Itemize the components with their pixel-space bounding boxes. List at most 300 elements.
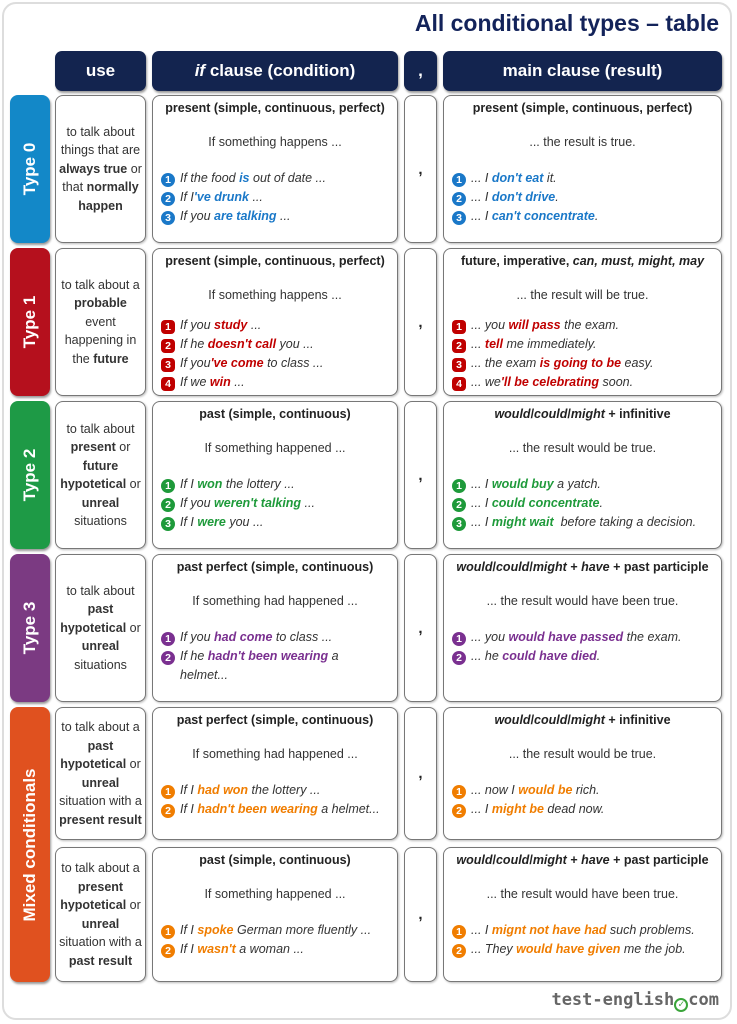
main-clause-tense-header [444, 101, 721, 115]
main-clause-examples [444, 475, 721, 532]
test-english-logo [551, 990, 719, 1012]
text-segment: / [492, 853, 496, 867]
example-line [161, 207, 397, 226]
if-clause-examples [153, 169, 397, 226]
if-clause-tense-header [153, 101, 397, 115]
text-segment: situations [74, 639, 127, 672]
number-3-icon: 3 [452, 517, 466, 531]
row-label-mixed-conditionals [10, 707, 50, 982]
text-segment: ... the exam [471, 356, 540, 370]
example-line [452, 169, 721, 188]
text-segment: me immediately. [502, 337, 597, 351]
main-clause-examples [444, 316, 721, 392]
text-segment: If you [180, 496, 215, 510]
example-line [161, 373, 397, 392]
text-segment: past (simple, continuous) [199, 407, 351, 421]
text-segment: present hypotetical [60, 879, 127, 912]
if-clause-tense-header [153, 560, 397, 574]
text-segment: you ... [276, 337, 314, 351]
number-2-icon: 2 [161, 804, 175, 818]
text-segment: situation with a [59, 775, 146, 808]
if-clause-formula: If something had happened ... [192, 747, 358, 761]
text-segment: If he [180, 649, 208, 663]
number-2-icon: 2 [161, 651, 175, 665]
main-clause-cell [443, 248, 722, 396]
number-2-icon: 2 [452, 339, 466, 353]
text-segment: out of date ... [249, 171, 326, 185]
text-segment: rich. [572, 783, 600, 797]
text-segment: / [529, 560, 533, 574]
text-segment: to talk about a [61, 861, 144, 875]
use-cell [55, 401, 146, 549]
text-segment: are talking [214, 209, 277, 223]
header-use: use [55, 51, 146, 91]
main-clause-examples [444, 169, 721, 226]
main-clause-cell [443, 847, 722, 982]
main-clause-examples [444, 628, 721, 666]
number-1-icon: 1 [452, 925, 466, 939]
number-1-icon: 1 [452, 479, 466, 493]
text-segment: might [532, 853, 567, 867]
text-segment: me the job. [620, 942, 686, 956]
example-line [161, 666, 397, 685]
text-segment: / [529, 853, 533, 867]
text-segment: / [567, 407, 571, 421]
text-segment: might [570, 713, 605, 727]
if-clause-examples [153, 316, 397, 392]
text-segment: event happening in the [64, 296, 140, 366]
header-if-word: if [194, 61, 206, 80]
text-segment: If the food [180, 171, 240, 185]
text-segment: mignt not have had [491, 923, 607, 937]
comma-cell: , [404, 707, 437, 840]
header-comma: , [404, 51, 437, 91]
text-segment: were [197, 515, 226, 529]
example-line [452, 921, 721, 940]
number-3-icon: 3 [161, 358, 175, 372]
text-segment: a yatch. [553, 477, 601, 491]
main-clause-formula: ... the result will be true. [516, 288, 649, 302]
if-clause-formula: If something happens ... [208, 135, 342, 149]
text-segment: If I [180, 923, 198, 937]
text-segment: soon. [599, 375, 634, 389]
example-line [452, 781, 721, 800]
text-segment: study [214, 318, 248, 332]
text-segment: ... you [471, 630, 509, 644]
comma-cell: , [404, 95, 437, 243]
number-2-icon: 2 [161, 498, 175, 512]
header-if-rest: clause (condition) [205, 61, 356, 80]
text-segment: could [495, 853, 530, 867]
text-segment: to talk about things that are [60, 124, 144, 158]
text-segment: / [567, 713, 571, 727]
text-segment: would [494, 407, 531, 421]
main-clause-examples [444, 781, 721, 819]
example-line [161, 628, 397, 647]
row-label-type-2 [10, 401, 50, 549]
text-segment: or [126, 757, 145, 771]
text-segment: easy. [621, 356, 654, 370]
main-clause-tense-header [444, 407, 721, 421]
use-text [59, 859, 146, 970]
text-segment: If you [180, 630, 215, 644]
main-clause-formula: ... the result is true. [529, 135, 636, 149]
text-segment: win [209, 375, 231, 389]
text-segment: hadn't been wearing [197, 802, 318, 816]
text-segment: could [495, 560, 530, 574]
text-segment: ... I [471, 209, 492, 223]
text-segment: to class ... [263, 356, 324, 370]
example-line [161, 800, 397, 819]
row-label-text: Type 1 [20, 295, 39, 349]
main-clause-cell [443, 401, 722, 549]
text-segment: will pass [508, 318, 561, 332]
text-segment: present [70, 440, 116, 454]
text-segment: + infinitive [604, 407, 671, 421]
if-clause-formula: If something had happened ... [192, 594, 358, 608]
row-label-text: Type 3 [20, 601, 39, 655]
header-main-clause: main clause (result) [443, 51, 722, 91]
example-line [161, 354, 397, 373]
text-segment: If I [180, 942, 198, 956]
text-segment: such problems. [606, 923, 695, 937]
text-segment: might [532, 560, 567, 574]
text-segment: / [530, 713, 535, 727]
if-clause-formula: If something happens ... [208, 288, 342, 302]
text-segment: past result [68, 953, 133, 968]
text-segment: dead now. [543, 802, 605, 816]
text-segment: / [492, 560, 496, 574]
text-segment: If he [180, 337, 208, 351]
example-line [161, 188, 397, 207]
row-label-text: Mixed conditionals [20, 767, 39, 922]
number-1-icon: 1 [452, 632, 466, 646]
text-segment: had come [214, 630, 273, 644]
logo-text-com: com [688, 990, 719, 1010]
text-segment: doesn't call [207, 337, 277, 351]
use-text [59, 276, 142, 369]
text-segment: spoke [197, 923, 234, 937]
use-text [59, 123, 146, 216]
logo-text: test-english [551, 990, 675, 1010]
if-clause-cell [152, 248, 398, 396]
text-segment: If you [180, 209, 215, 223]
text-segment: German more fluently ... [233, 923, 372, 937]
page-title: All conditional types – table [414, 10, 719, 36]
text-segment: ... [276, 209, 291, 223]
text-segment: would [456, 560, 493, 574]
main-clause-formula: ... the result would have been true. [486, 887, 679, 901]
text-segment: + [566, 560, 582, 574]
text-segment: can, must, might, may [572, 254, 705, 268]
number-1-icon: 1 [161, 320, 175, 334]
text-segment: If I [180, 477, 198, 491]
text-segment: situation with a [59, 916, 146, 949]
text-segment: ... [247, 318, 262, 332]
example-line [161, 475, 397, 494]
if-clause-cell [152, 707, 398, 840]
text-segment: a [328, 649, 339, 663]
if-clause-tense-header [153, 853, 397, 867]
main-clause-formula: ... the result would be true. [508, 747, 657, 761]
text-segment: normally happen [78, 180, 143, 213]
example-line [452, 373, 721, 392]
example-line [161, 169, 397, 188]
main-clause-tense-header [444, 853, 721, 867]
row-label-text: Type 0 [20, 142, 39, 196]
text-segment: could [534, 407, 568, 421]
example-line [452, 354, 721, 373]
text-segment: ... we [471, 375, 501, 389]
example-line [452, 188, 721, 207]
text-segment: past (simple, continuous) [199, 853, 351, 867]
example-line [452, 316, 721, 335]
text-segment: If you [180, 356, 211, 370]
text-segment: won [197, 477, 223, 491]
example-line [452, 513, 721, 532]
if-clause-formula: If something happened ... [204, 441, 346, 455]
example-line [452, 207, 721, 226]
if-clause-examples [153, 921, 397, 959]
row-label-type-0 [10, 95, 50, 243]
text-segment: past hypotetical [60, 738, 127, 771]
if-clause-examples [153, 475, 397, 532]
if-clause-cell [152, 554, 398, 702]
if-clause-tense-header [153, 254, 397, 268]
text-segment: to talk about a [61, 277, 144, 292]
header-if-clause [152, 51, 398, 91]
example-line [161, 494, 397, 513]
text-segment: or [126, 477, 145, 491]
text-segment: or [126, 898, 145, 912]
main-clause-tense-header [444, 254, 721, 268]
number-4-icon: 4 [452, 377, 466, 391]
text-segment: 've come [210, 356, 264, 370]
text-segment: might [570, 407, 605, 421]
example-line [452, 940, 721, 959]
text-segment: before taking a decision. [553, 515, 697, 529]
text-segment: present result [59, 812, 142, 827]
text-segment: present (simple, continuous, perfect) [472, 101, 693, 115]
text-segment: probable [74, 296, 127, 311]
text-segment: the lottery ... [248, 783, 321, 797]
text-segment: have [581, 853, 610, 867]
comma-cell: , [404, 401, 437, 549]
text-segment: would [494, 713, 531, 727]
text-segment: unreal [81, 775, 120, 790]
example-line [161, 647, 397, 666]
main-clause-formula: ... the result would be true. [508, 441, 657, 455]
number-3-icon: 3 [452, 211, 466, 225]
example-line [161, 513, 397, 532]
text-segment: tell [484, 337, 503, 351]
text-segment: could [534, 713, 568, 727]
text-segment: ... you [471, 318, 509, 332]
text-segment: would be [518, 783, 573, 797]
comma-cell: , [404, 847, 437, 982]
text-segment: could have died [502, 649, 597, 663]
number-2-icon: 2 [452, 944, 466, 958]
text-segment: ... I [471, 802, 492, 816]
text-segment: true [103, 161, 128, 176]
text-segment: ... I [471, 477, 492, 491]
text-segment: a helmet... [317, 802, 380, 816]
text-segment: can't concentrate [491, 209, 595, 223]
row-label-text: Type 2 [20, 448, 39, 502]
text-segment: to talk about a [61, 720, 144, 734]
text-segment: is [239, 171, 250, 185]
text-segment: + [566, 853, 582, 867]
number-4-icon: 4 [161, 377, 175, 391]
text-segment: the lottery ... [222, 477, 295, 491]
text-segment: would have passed [508, 630, 624, 644]
number-1-icon: 1 [161, 925, 175, 939]
text-segment: hypotetical [60, 477, 127, 491]
use-cell [55, 95, 146, 243]
text-segment: . [594, 209, 599, 223]
text-segment: future [93, 351, 129, 366]
text-segment: ... [230, 375, 245, 389]
text-segment: ... I [471, 515, 492, 529]
number-1-icon: 1 [161, 479, 175, 493]
text-segment: might be [491, 802, 544, 816]
main-clause-tense-header [444, 713, 721, 727]
number-3-icon: 3 [161, 517, 175, 531]
use-cell [55, 554, 146, 702]
text-segment: might wait [491, 515, 554, 529]
text-segment: past hypotetical [60, 602, 127, 635]
number-2-icon: 2 [161, 339, 175, 353]
use-cell [55, 248, 146, 396]
number-2-icon: 2 [161, 192, 175, 206]
text-segment: If I [180, 783, 198, 797]
text-segment: . [555, 190, 559, 204]
text-segment: future, imperative, [460, 254, 573, 268]
row-label-type-1 [10, 248, 50, 396]
text-segment: If we [180, 375, 210, 389]
if-clause-tense-header [153, 713, 397, 727]
text-segment: unreal [81, 916, 120, 931]
text-segment: would [456, 853, 493, 867]
text-segment: could concentrate [491, 496, 600, 510]
text-segment: . [596, 649, 601, 663]
example-line [452, 475, 721, 494]
text-segment: ... I [471, 171, 492, 185]
text-segment: unreal [81, 639, 120, 654]
text-segment: ... They [471, 942, 517, 956]
example-line [452, 494, 721, 513]
text-segment: wasn't [197, 942, 236, 956]
example-line [161, 781, 397, 800]
text-segment: If I [180, 190, 194, 204]
text-segment: ... I [471, 923, 492, 937]
text-segment: hadn't been wearing [207, 649, 329, 663]
text-segment: to class ... [272, 630, 333, 644]
text-segment: ... now I [471, 783, 519, 797]
if-clause-cell [152, 401, 398, 549]
text-segment: unreal [81, 495, 120, 510]
main-clause-examples [444, 921, 721, 959]
example-line [161, 921, 397, 940]
text-segment: + past participle [609, 853, 709, 867]
example-line [161, 940, 397, 959]
row-label-type-3 [10, 554, 50, 702]
text-segment: or [126, 620, 145, 635]
text-segment: a woman ... [235, 942, 304, 956]
text-segment: + past participle [609, 560, 709, 574]
text-segment: is going to be [539, 356, 622, 370]
text-segment: to talk about [66, 421, 139, 436]
text-segment: or [115, 440, 134, 454]
text-segment: you ... [225, 515, 264, 529]
text-segment: If you [180, 318, 215, 332]
text-segment: don't eat [491, 171, 544, 185]
text-segment: If I [180, 802, 198, 816]
text-segment: If I [180, 515, 198, 529]
text-segment: don't drive [491, 190, 556, 204]
text-segment: ... I [471, 496, 492, 510]
text-segment: 've drunk [193, 190, 249, 204]
main-clause-formula: ... the result would have been true. [486, 594, 679, 608]
text-segment: ... I [471, 190, 492, 204]
text-segment: 'll be celebrating [500, 375, 600, 389]
text-segment [118, 459, 121, 473]
if-clause-tense-header [153, 407, 397, 421]
use-text [59, 582, 145, 675]
text-segment: ... he [471, 649, 503, 663]
number-1-icon: 1 [161, 173, 175, 187]
text-segment: or that [62, 161, 146, 195]
example-line [452, 335, 721, 354]
number-2-icon: 2 [452, 651, 466, 665]
text-segment: had won [197, 783, 249, 797]
if-clause-examples [153, 781, 397, 819]
text-segment: present (simple, continuous, perfect) [165, 101, 385, 115]
text-segment: ... [248, 190, 263, 204]
check-icon: ✓ [674, 998, 688, 1012]
text-segment: past perfect (simple, continuous) [176, 560, 374, 574]
text-segment: the exam. [560, 318, 620, 332]
text-segment: past perfect (simple, continuous) [176, 713, 374, 727]
example-line [161, 335, 397, 354]
example-line [452, 647, 721, 666]
text-segment: have [581, 560, 610, 574]
main-clause-cell [443, 707, 722, 840]
number-1-icon: 1 [452, 173, 466, 187]
text-segment: the exam. [623, 630, 682, 644]
text-segment: it. [543, 171, 557, 185]
main-clause-tense-header [444, 560, 721, 574]
number-3-icon: 3 [452, 358, 466, 372]
example-line [452, 628, 721, 647]
text-segment: . [599, 496, 603, 510]
number-2-icon: 2 [452, 804, 466, 818]
if-clause-cell [152, 95, 398, 243]
comma-cell: , [404, 554, 437, 702]
if-clause-formula: If something happened ... [204, 887, 346, 901]
number-3-icon: 3 [161, 211, 175, 225]
if-clause-cell [152, 847, 398, 982]
main-clause-cell [443, 95, 722, 243]
number-1-icon: 1 [452, 785, 466, 799]
text-segment: / [530, 407, 535, 421]
text-segment: weren't talking [214, 496, 302, 510]
example-line [452, 800, 721, 819]
number-1-icon: 1 [452, 320, 466, 334]
use-text [59, 718, 146, 829]
main-clause-cell [443, 554, 722, 702]
use-cell [55, 847, 146, 982]
